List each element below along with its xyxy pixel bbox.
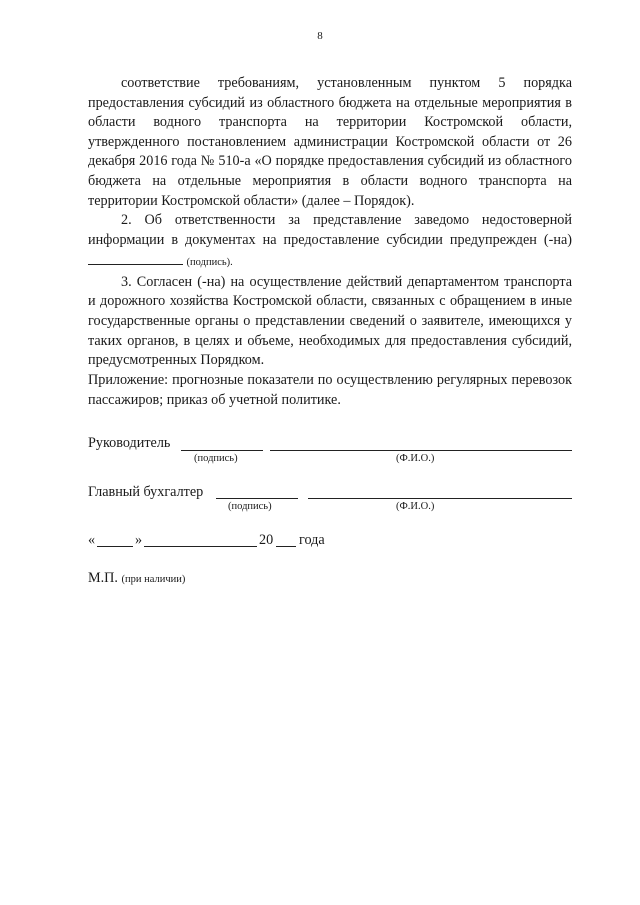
head-label: Руководитель [88,435,171,451]
date-month-line[interactable] [144,545,257,547]
accountant-name-caption: (Ф.И.О.) [396,501,435,512]
accountant-signature-line[interactable] [216,497,298,499]
paragraph-1 [88,74,572,211]
head-signature-caption: (подпись) [194,453,238,464]
stamp-caption: (при наличии) [121,574,186,585]
head-name-caption: (Ф.И.О.) [396,453,435,464]
stamp-note [88,570,185,587]
date-day-line[interactable] [97,545,133,547]
paragraph-2-text: 2. Об ответственности за представление заведомо недостоверной информации в документах на предоставление субсидии предупрежден (-на) [88,212,572,248]
paragraph-3: 3. Согласен (-на) на осуществление действий департаментом транспорта и дорожного хозяйства Костромской области, связанных с обращением в иные государственные органы о представлении сведений о заявителе, имеющихся у таких органов, в целях и объеме, необходимых для предоставления субсидий, предусмотренных Порядком. [88,273,572,369]
stamp-label: М.П. [88,570,118,586]
date-century: 20 [259,532,274,548]
accountant-signature-caption: (подпись) [228,501,272,512]
paragraphs-2-3 [88,211,572,371]
accountant-label: Главный бухгалтер [88,484,204,500]
head-signature-line[interactable] [181,449,263,451]
date-close-quote: » [135,532,143,548]
page-number: 8 [317,30,323,42]
liability-signature-caption: (подпись). [186,257,233,269]
head-name-line[interactable] [270,449,572,451]
accountant-name-line[interactable] [308,497,572,499]
date-year-line[interactable] [276,545,296,547]
liability-signature-line[interactable] [88,250,183,265]
date-suffix: года [299,532,325,548]
paragraph-1-text: соответствие требованиям, установленным пунктом 5 порядка предоставления субсидий из областного бюджета на отдельные мероприятия в области водного транспорта на территории Костромской области, утвержденного постановлением администрации Костромской области от 26 декабря 2016 года № 510-а «О порядке предоставления субсидий из областного бюджета на отдельные мероприятия в области водного транспорта на территории Костромской области» (далее – Порядок). [88,75,572,209]
paragraph-2 [88,211,572,273]
appendix-text: Приложение: прогнозные показатели по осуществлению регулярных перевозок пассажиров; приказ об учетной политике. [88,372,572,408]
date-open-quote: « [88,532,96,548]
